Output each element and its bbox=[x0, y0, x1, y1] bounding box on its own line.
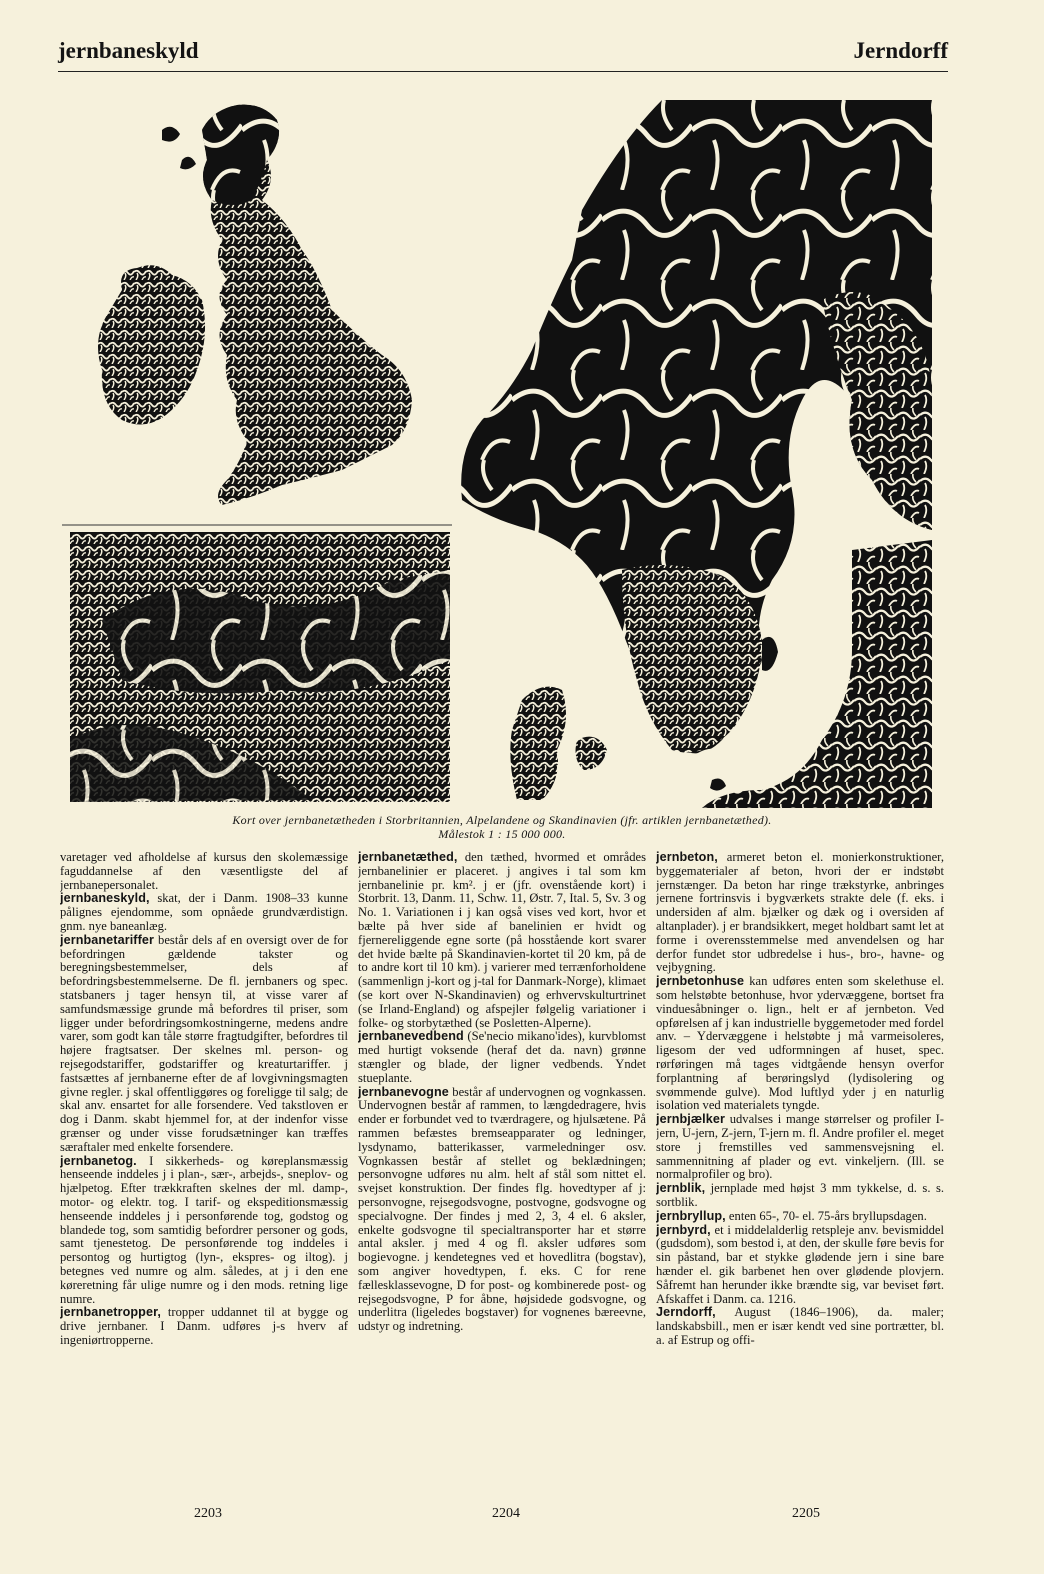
entry-jernbaneskyld: jernbaneskyld, skat, der i Danm. 1908–33 kunne pålignes ejendomme, som opnåede grundværdistign. gnm. nye baneanlæg. bbox=[60, 891, 348, 933]
column-right bbox=[656, 851, 944, 1481]
page-number-right: 2205 bbox=[792, 1506, 820, 1521]
caption-line-2: Målestok 1 : 15 000 000. bbox=[438, 827, 566, 841]
entry-jernbetonhuse: jernbetonhuse kan udføres enten som skelethuse el. som helstøbte betonhuse, hvor ydervæggene, bortset fra vinduesåbninger o. lign., helt er af jernbeton. Ved opførelsen af j kan industrielle byggemetoder med fordel anv. – Ydervæggene i helstøbte j må varmeisoleres, ligesom der ved udformningen af huset, spec. rørføringen må tages vidtgående hensyn overfor forplantning af berøringslyd (lydisolering og svømmende gulve). Mod luftlyd yder j en naturlig isolation ved materialets tyngde. bbox=[656, 974, 944, 1113]
entry-jerndorff: Jerndorff, August (1846–1906), da. maler; landskabsbill., men er især kendt ved sine portrætter, bl. a. af Estrup og offi- bbox=[656, 1305, 944, 1347]
caption-line-1: Kort over jernbanetætheden i Storbritannien, Alpelandene og Skandinavien (jfr. artiklen jernbanetæthed). bbox=[232, 813, 772, 827]
entry-jernbanevedbend: jernbanevedbend (Se'necio mikano'ides), kurvblomst med hurtigt voksende (heraf det da. navn) grønne stængler og blade, der ligner vedbends. Yndet stueplante. bbox=[358, 1029, 646, 1085]
entry-jernblik: jernblik, jernplade med højst 3 mm tykkelse, d. s. s. sortblik. bbox=[656, 1181, 944, 1209]
entry-jernbryllup: jernbryllup, enten 65-, 70- el. 75-års bryllupsdagen. bbox=[656, 1208, 927, 1223]
entry-jernbeton: jernbeton, armeret beton el. monierkonstruktioner, byggematerialer af beton, hvori der er indstøbt jernstænger. Da beton har ringe trækstyrke, anbringes jernene fortrinsvis i bygværkets strakte dele (f. eks. i undersiden af alm. bjælker og dæk og i oversiden af altanplader). j er brandsikkert, meget holdbart samt let at forme i overensstemmelse med anvendelsen og har derfor fundet stor udbredelse i hus-, bro-, havne- og vejbygning. bbox=[656, 851, 944, 975]
entry-continuation: varetager ved afholdelse af kursus den skolemæssige faguddannelse af den væsentligste del af jernbanepersonalet. bbox=[60, 851, 348, 892]
entry-jernbanetariffer: jernbanetariffer består dels af en oversigt over de for befordringen gældende takster og beregningsbestemmelser, dels af befordringsbestemmelserne. De fl. jernbaners og spec. statsbaners j tager hensyn til, at visse varer af samfundsmæssige grunde må befordres til priser, som ligger under befordringsomkostningerne, medens andre varer, som godt kan tåle større fragtudgifter, befordres til højere fragtsatser. Der skelnes ml. person- og rejsegodstariffer, godstariffer og kreaturtariffer. j fastsættes af jernbanerne efter de af lovgivningsmagten givne regler. j skal offentliggøres og foreligge til salg; de skal anv. ensartet for alle forsendere. Ved takstloven er dog i Danm. skabt hjemmel for, at der indenfor visse grænser og under visse forudsætninger kan træffes særaftaler med enkelte forsendere. bbox=[60, 932, 348, 1154]
entry-jernbanevogne: jernbanevogne består af undervognen og vognkassen. Undervognen består af rammen, to længdedragere, hvis ender er forbundet ved to tværdragere, og hjulsætene. På rammen befæstes bremseapparater og ledninger, lysdynamo, batterikasser, varmeledninger osv. Vognkassen består af stellet og beklædningen; personvogne udføres nu alm. helt af stål som nittet el. svejset konstruktion. Der findes flg. hovedtyper af j: personvogne, rejsegodsvogne, postvogne, godsvogne og specialvogne. Der findes j med 2, 3, 4 el. 6 aksler, enkelte godsvogne til specialtransporter har et større antal aksler. j med 4 og fl. aksler udføres som bogievogne. j kendetegnes ved et hovedlitra (bogstav), som angiver hovedtypen, f. eks. C for rene fællesklassevogne, D for post- og kombinerede post- og rejsegodsvogne, P for åbne, højsidede godsvogne, og underlitra (ligeledes bogstaver) for vognenes bæreevne, udstyr og indretning. bbox=[358, 1084, 646, 1334]
header-rule bbox=[58, 71, 948, 72]
entry-jernbanetropper: jernbanetropper, tropper uddannet til at bygge og drive jernbaner. I Danm. udføres j-s hverv af ingeniørtropperne. bbox=[60, 1305, 348, 1347]
page-number-left: 2203 bbox=[194, 1506, 222, 1521]
page-number-center: 2204 bbox=[492, 1506, 520, 1521]
entry-jernbyrd: jernbyrd, et i middelalderlig retspleje anv. bevismiddel (gudsdom), som bestod i, at den, der skulle føre bevis for sin påstand, bar et stykke glødende jern i sine bare hænder el. gik barbenet hen over glødende plovjern. Såfremt han herunder ikke brændte sig, var beviset ført. Afskaffet i Danm. ca. 1216. bbox=[656, 1222, 944, 1306]
map-british-isles bbox=[98, 105, 412, 505]
railway-density-maps bbox=[62, 100, 942, 808]
figure-caption bbox=[62, 813, 942, 841]
guide-word-right: Jerndorff bbox=[853, 38, 948, 63]
entry-jernbanetaethed: jernbanetæthed, den tæthed, hvormed et områdes jernbanelinier er placeret. j angives i tal som km jernbanelinie pr. km². j er (jfr. ovenstående kort) i Storbrit. 13, Danm. 11, Schw. 11, Østr. 7, Ital. 5, Sv. 3 og No. 1. Variationen i j kan også vises ved kort, hvor et bælte på hver side af banelinien er hvidt og fjernereliggende egne sorte (på hosstående kort svarer det hvide bælte på Skandinavien-kortet til 20 km, på de to andre kort til 10 km). j varierer med terrænforholdene (sammenlign j-kort og j-tal for Danmark-Norge), klimaet (se kort over N-Skandinavien) og erhvervskulturtrinet (se Irland-England) og afspejler følgelig variationer i folke- og storbytæthed (se Posletten-Alperne). bbox=[358, 851, 646, 1030]
map-alpine-countries bbox=[70, 532, 450, 802]
column-middle bbox=[358, 851, 646, 1481]
entry-jernbjaelker: jernbjælker udvalses i mange størrelser og profiler I-jern, U-jern, Z-jern, T-jern m. fl. Andre profiler el. meget store j fremstilles ved sammensvejsning el. sammennitning af plader og evt. vinkeljern. (Ill. se normalprofiler og bro). bbox=[656, 1112, 944, 1182]
map-scandinavia bbox=[457, 100, 942, 808]
guide-word-left: jernbaneskyld bbox=[58, 38, 199, 63]
column-left bbox=[60, 851, 348, 1481]
entry-jernbanetog: jernbanetog. I sikkerheds- og køreplansmæssig henseende inddeles j i plan-, sær-, arbejds-, sneplov- og hjælpetog. Efter trækkraften skelnes der ml. damp-, motor- og elektr. tog. I tarif- og ekspeditionsmæssig henseende inddeles j i personførende tog, godstog og blandede tog, som samtidig befordrer personer og gods, samt tjenestetog. De personførende tog inddeles i persontog og hurtigtog (lyn-, ekspres- og iltog). j betegnes ved numre og alm. således, at j i den ene køreretning får ulige numre og i den mods. retning lige numre. bbox=[60, 1153, 348, 1306]
